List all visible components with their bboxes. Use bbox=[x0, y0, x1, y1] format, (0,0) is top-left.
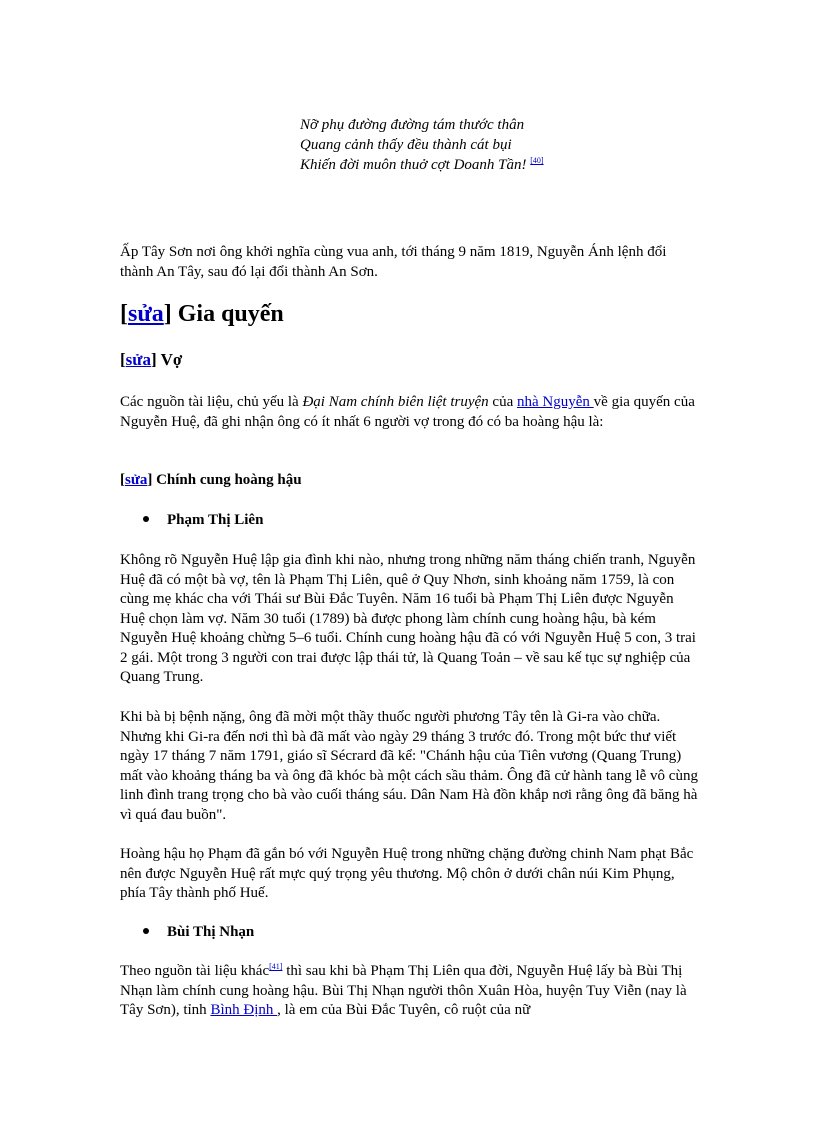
book-title: Đại Nam chính biên liệt truyện bbox=[302, 394, 489, 410]
edit-link[interactable]: sửa bbox=[128, 301, 164, 327]
heading-gia-quyen: [sửa] Gia quyến bbox=[120, 301, 284, 327]
text-run: của bbox=[488, 394, 517, 410]
link-nha-nguyen[interactable]: nhà Nguyễn bbox=[517, 394, 594, 410]
bullet-item bbox=[143, 512, 263, 529]
paragraph-illness: Khi bà bị bệnh nặng, ông đã mời một thầy thuốc người phương Tây tên là Gi-ra vào chữa. Nhưng khi Gi-ra đến nơi thì bà đã mất vào ngày 29 tháng 3 trước đó. Trong một bức thư viết ngày 17 tháng 7 năm 1791, giáo sĩ Sécrard đã kể: "Chánh hậu của Tiên vương (Quang Trung) mất vào khoảng tháng ba và ông đã khóc bà một cách sầu thảm. Ông đã cử hành tang lễ vô cùng linh đình trang trọng cho bà vào cuối tháng sáu. Dân Nam Hà đồn khắp nơi rằng ông đã băng hà vì quá đau buồn". bbox=[120, 709, 698, 823]
poem-line-text: Khiến đời muôn thuở cợt Doanh Tần! bbox=[300, 157, 527, 173]
poem-line bbox=[300, 155, 544, 175]
footnote-link-40[interactable]: [40] bbox=[530, 156, 544, 165]
intro-paragraph: Ấp Tây Sơn nơi ông khởi nghĩa cùng vua anh, tới tháng 9 năm 1819, Nguyễn Ánh lệnh đổi thành An Tây, sau đó lại đổi thành An Sơn. bbox=[120, 244, 667, 280]
bullet-icon bbox=[143, 516, 149, 522]
footnote-link-41[interactable]: [41] bbox=[269, 962, 283, 971]
text-run: Các nguồn tài liệu, chủ yếu là bbox=[120, 394, 303, 410]
bullet-label: Phạm Thị Liên bbox=[167, 512, 264, 528]
edit-link[interactable]: sửa bbox=[125, 472, 148, 488]
paragraph-tomb: Hoàng hậu họ Phạm đã gắn bó với Nguyễn Huệ trong những chặng đường chinh Nam phạt Bắc nên được Nguyễn Huệ rất mực quý trọng yêu thương. Mộ chôn ở dưới chân núi Kim Phụng, phía Tây thành phố Huế. bbox=[120, 846, 694, 901]
heading-text: Chính cung hoàng hậu bbox=[156, 472, 302, 488]
bullet-icon bbox=[143, 928, 149, 934]
paragraph-pham-thi-lien: Không rõ Nguyễn Huệ lập gia đình khi nào, nhưng trong những năm tháng chiến tranh, Nguyễn Huệ đã có một bà vợ, tên là Phạm Thị Liên, quê ở Quy Nhơn, sinh khoảng năm 1759, là con cùng mẹ khác cha với Thái sư Bùi Đắc Tuyên. Năm 16 tuổi bà Phạm Thị Liên được Nguyễn Huệ chọn làm vợ. Năm 30 tuổi (1789) bà được phong làm chính cung hoàng hậu, bà kém Nguyễn Huệ khoảng chừng 5–6 tuổi. Chính cung hoàng hậu đã có với Nguyễn Huệ 5 con, 3 trai 2 gái. Một trong 3 người con trai được lập thái tử, là Quang Toản – về sau kế tục sự nghiệp của Quang Trung. bbox=[120, 552, 696, 685]
heading-vo: [sửa] Vợ bbox=[120, 350, 183, 369]
heading-chinh-cung: [sửa] Chính cung hoàng hậu bbox=[120, 472, 302, 488]
heading-text: Vợ bbox=[160, 350, 183, 369]
heading-text: Gia quyến bbox=[177, 301, 284, 327]
poem-block bbox=[300, 115, 544, 175]
link-binh-dinh[interactable]: Bình Định bbox=[210, 1002, 278, 1018]
text-run: về gia quyến của Nguyễn Huệ, đã ghi nhận ông có ít nhất 6 người vợ trong đó có ba hoàng hậu là: bbox=[120, 394, 695, 430]
bullet-item bbox=[143, 924, 254, 941]
edit-link[interactable]: sửa bbox=[125, 350, 151, 369]
poem-line: Quang cảnh thấy đều thành cát bụi bbox=[300, 137, 512, 153]
bullet-label: Bùi Thị Nhạn bbox=[167, 924, 255, 940]
wife-intro-paragraph bbox=[120, 393, 700, 432]
paragraph-bui-thi-nhan bbox=[120, 962, 700, 1021]
text-run: , là em của Bùi Đắc Tuyên, cô ruột của nữ bbox=[277, 1002, 531, 1018]
poem-line: Nỡ phụ đường đường tám thước thân bbox=[300, 117, 525, 133]
text-run: thì sau khi bà Phạm Thị Liên qua đời, Nguyễn Huệ lấy bà Bùi Thị Nhạn làm chính cung hoàng hậu. Bùi Thị Nhạn người thôn Xuân Hòa, huyện Tuy Viễn (nay là Tây Sơn), tỉnh bbox=[120, 963, 687, 1018]
text-run: Theo nguồn tài liệu khác bbox=[120, 963, 270, 979]
